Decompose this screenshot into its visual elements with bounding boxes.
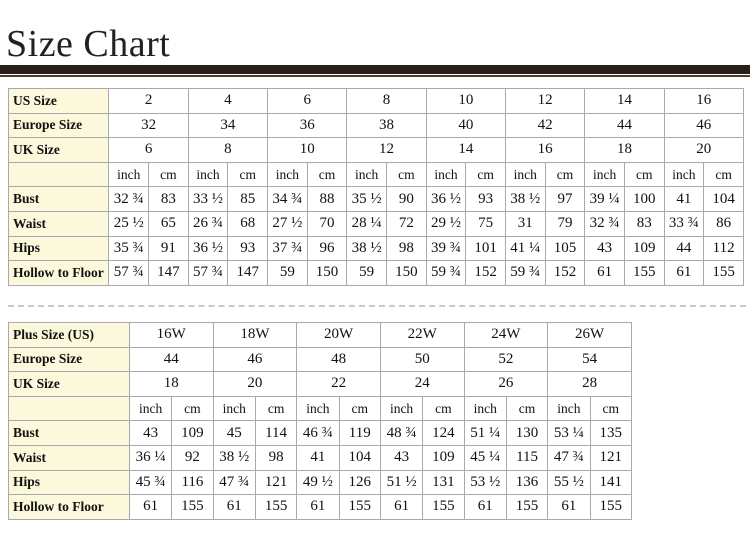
measurement-cm: 150: [307, 261, 347, 286]
unit-row-blank: [9, 396, 130, 421]
measurement-inch: 41 ¼: [505, 236, 545, 261]
measurement-label: Hips: [9, 236, 109, 261]
title-underline-thin: [0, 75, 750, 77]
measurement-inch: 43: [129, 421, 171, 446]
europe-size-value: 34: [188, 113, 267, 138]
measurement-inch: 46 ¾: [297, 421, 339, 446]
europe-size-value: 54: [548, 347, 632, 372]
unit-cm: cm: [307, 162, 347, 187]
measurement-inch: 28 ¼: [347, 211, 387, 236]
us-size-row: [9, 323, 632, 348]
measurement-cm: 98: [255, 445, 296, 470]
uk-size-value: 10: [268, 138, 347, 163]
measurement-cm: 115: [506, 445, 547, 470]
uk-size-label: UK Size: [9, 138, 109, 163]
measurement-cm: 147: [149, 261, 189, 286]
unit-cm: cm: [172, 396, 213, 421]
us-size-value: 6: [268, 89, 347, 114]
measurement-inch: 27 ½: [268, 211, 308, 236]
measurement-cm: 91: [149, 236, 189, 261]
measurement-inch: 45 ¾: [129, 470, 171, 495]
measurement-inch: 36 ½: [426, 187, 466, 212]
measurement-cm: 70: [307, 211, 347, 236]
measurement-inch: 25 ½: [109, 211, 149, 236]
measurement-label: Waist: [9, 211, 109, 236]
measurement-inch: 31: [505, 211, 545, 236]
uk-size-value: 18: [129, 372, 213, 397]
measurement-cm: 155: [172, 495, 213, 520]
measurement-inch: 61: [297, 495, 339, 520]
us-size-value: 16: [664, 89, 743, 114]
measurement-inch: 61: [664, 261, 704, 286]
unit-inch: inch: [129, 396, 171, 421]
plus-size-table: [8, 322, 632, 520]
uk-size-value: 6: [109, 138, 188, 163]
unit-inch: inch: [213, 396, 255, 421]
measurement-row: [9, 445, 632, 470]
measurement-cm: 141: [590, 470, 631, 495]
europe-size-value: 46: [213, 347, 297, 372]
unit-row-blank: [9, 162, 109, 187]
us-size-value: 18W: [213, 323, 297, 348]
us-size-value: 4: [188, 89, 267, 114]
measurement-inch: 35 ¾: [109, 236, 149, 261]
measurement-cm: 72: [387, 211, 427, 236]
europe-size-value: 46: [664, 113, 743, 138]
title-underline-bar: [0, 65, 750, 74]
measurement-cm: 152: [466, 261, 506, 286]
measurement-inch: 61: [548, 495, 590, 520]
us-size-row: [9, 89, 744, 114]
measurement-cm: 135: [590, 421, 631, 446]
us-size-value: 14: [585, 89, 664, 114]
measurement-inch: 55 ½: [548, 470, 590, 495]
unit-cm: cm: [624, 162, 664, 187]
unit-inch: inch: [380, 396, 422, 421]
measurement-label: Bust: [9, 187, 109, 212]
us-size-value: 20W: [297, 323, 381, 348]
measurement-inch: 35 ½: [347, 187, 387, 212]
measurement-inch: 45: [213, 421, 255, 446]
europe-size-value: 44: [129, 347, 213, 372]
unit-inch: inch: [188, 162, 228, 187]
measurement-cm: 155: [423, 495, 464, 520]
europe-size-label: Europe Size: [9, 113, 109, 138]
measurement-inch: 43: [585, 236, 625, 261]
unit-inch: inch: [585, 162, 625, 187]
unit-cm: cm: [704, 162, 744, 187]
measurement-cm: 68: [228, 211, 268, 236]
europe-size-value: 36: [268, 113, 347, 138]
uk-size-value: 22: [297, 372, 381, 397]
measurement-cm: 121: [590, 445, 631, 470]
uk-size-value: 18: [585, 138, 664, 163]
measurement-row: [9, 421, 632, 446]
measurement-inch: 39 ¾: [426, 236, 466, 261]
unit-inch: inch: [109, 162, 149, 187]
unit-cm: cm: [506, 396, 547, 421]
measurement-row: [9, 470, 632, 495]
measurement-inch: 38 ½: [347, 236, 387, 261]
measurement-cm: 90: [387, 187, 427, 212]
measurement-inch: 39 ¼: [585, 187, 625, 212]
us-size-value: 10: [426, 89, 505, 114]
us-size-label: Plus Size (US): [9, 323, 130, 348]
measurement-inch: 32 ¾: [585, 211, 625, 236]
measurement-inch: 34 ¾: [268, 187, 308, 212]
measurement-cm: 116: [172, 470, 213, 495]
measurement-cm: 93: [466, 187, 506, 212]
measurement-inch: 51 ¼: [464, 421, 506, 446]
measurement-inch: 45 ¼: [464, 445, 506, 470]
measurement-cm: 121: [255, 470, 296, 495]
measurement-inch: 47 ¾: [548, 445, 590, 470]
measurement-inch: 61: [585, 261, 625, 286]
measurement-row: [9, 211, 744, 236]
measurement-cm: 150: [387, 261, 427, 286]
uk-size-value: 14: [426, 138, 505, 163]
measurement-row: [9, 495, 632, 520]
measurement-cm: 119: [339, 421, 380, 446]
us-size-value: 26W: [548, 323, 632, 348]
measurement-label: Hips: [9, 470, 130, 495]
measurement-inch: 33 ¾: [664, 211, 704, 236]
uk-size-value: 16: [505, 138, 584, 163]
measurement-cm: 83: [149, 187, 189, 212]
unit-cm: cm: [149, 162, 189, 187]
measurement-cm: 126: [339, 470, 380, 495]
measurement-inch: 37 ¾: [268, 236, 308, 261]
measurement-inch: 53 ½: [464, 470, 506, 495]
unit-cm: cm: [423, 396, 464, 421]
measurement-inch: 47 ¾: [213, 470, 255, 495]
measurement-cm: 79: [545, 211, 585, 236]
europe-size-row: [9, 113, 744, 138]
section-divider: [8, 305, 746, 307]
measurement-inch: 61: [213, 495, 255, 520]
measurement-cm: 93: [228, 236, 268, 261]
uk-size-label: UK Size: [9, 372, 130, 397]
measurement-row: [9, 236, 744, 261]
measurement-inch: 61: [129, 495, 171, 520]
measurement-row: [9, 261, 744, 286]
measurement-cm: 155: [339, 495, 380, 520]
europe-size-value: 32: [109, 113, 188, 138]
europe-size-value: 52: [464, 347, 548, 372]
measurement-cm: 131: [423, 470, 464, 495]
uk-size-value: 26: [464, 372, 548, 397]
us-size-value: 16W: [129, 323, 213, 348]
measurement-cm: 147: [228, 261, 268, 286]
measurement-cm: 155: [624, 261, 664, 286]
measurement-label: Hollow to Floor: [9, 495, 130, 520]
measurement-cm: 100: [624, 187, 664, 212]
uk-size-value: 8: [188, 138, 267, 163]
measurement-cm: 104: [339, 445, 380, 470]
europe-size-label: Europe Size: [9, 347, 130, 372]
measurement-inch: 53 ¼: [548, 421, 590, 446]
measurement-cm: 152: [545, 261, 585, 286]
uk-size-value: 12: [347, 138, 426, 163]
measurement-inch: 61: [380, 495, 422, 520]
measurement-cm: 92: [172, 445, 213, 470]
uk-size-value: 24: [380, 372, 464, 397]
measurement-cm: 83: [624, 211, 664, 236]
unit-inch: inch: [664, 162, 704, 187]
measurement-cm: 101: [466, 236, 506, 261]
measurement-inch: 59 ¾: [505, 261, 545, 286]
us-size-value: 2: [109, 89, 188, 114]
measurement-inch: 41: [297, 445, 339, 470]
measurement-cm: 112: [704, 236, 744, 261]
uk-size-value: 20: [664, 138, 743, 163]
unit-cm: cm: [545, 162, 585, 187]
measurement-cm: 96: [307, 236, 347, 261]
unit-cm: cm: [228, 162, 268, 187]
measurement-cm: 104: [704, 187, 744, 212]
measurement-inch: 38 ½: [505, 187, 545, 212]
measurement-inch: 59: [268, 261, 308, 286]
measurement-cm: 155: [255, 495, 296, 520]
europe-size-value: 38: [347, 113, 426, 138]
measurement-inch: 41: [664, 187, 704, 212]
measurement-inch: 33 ½: [188, 187, 228, 212]
unit-inch: inch: [505, 162, 545, 187]
measurement-label: Hollow to Floor: [9, 261, 109, 286]
measurement-cm: 130: [506, 421, 547, 446]
unit-cm: cm: [387, 162, 427, 187]
measurement-cm: 155: [590, 495, 631, 520]
measurement-inch: 43: [380, 445, 422, 470]
measurement-inch: 44: [664, 236, 704, 261]
uk-size-row: [9, 138, 744, 163]
measurement-inch: 59: [347, 261, 387, 286]
unit-inch: inch: [347, 162, 387, 187]
europe-size-row: [9, 347, 632, 372]
measurement-cm: 97: [545, 187, 585, 212]
measurement-cm: 109: [172, 421, 213, 446]
europe-size-value: 40: [426, 113, 505, 138]
unit-row: [9, 162, 744, 187]
europe-size-value: 42: [505, 113, 584, 138]
uk-size-value: 20: [213, 372, 297, 397]
measurement-cm: 109: [423, 445, 464, 470]
measurement-inch: 26 ¾: [188, 211, 228, 236]
measurement-cm: 155: [704, 261, 744, 286]
measurement-inch: 51 ½: [380, 470, 422, 495]
measurement-cm: 114: [255, 421, 296, 446]
unit-inch: inch: [464, 396, 506, 421]
unit-cm: cm: [590, 396, 631, 421]
measurement-cm: 88: [307, 187, 347, 212]
unit-inch: inch: [268, 162, 308, 187]
measurement-inch: 57 ¾: [109, 261, 149, 286]
us-size-label: US Size: [9, 89, 109, 114]
measurement-inch: 48 ¾: [380, 421, 422, 446]
us-size-value: 12: [505, 89, 584, 114]
measurement-label: Waist: [9, 445, 130, 470]
europe-size-value: 50: [380, 347, 464, 372]
unit-cm: cm: [339, 396, 380, 421]
measurement-cm: 155: [506, 495, 547, 520]
measurement-inch: 57 ¾: [188, 261, 228, 286]
measurement-cm: 65: [149, 211, 189, 236]
uk-size-row: [9, 372, 632, 397]
uk-size-value: 28: [548, 372, 632, 397]
unit-inch: inch: [548, 396, 590, 421]
measurement-cm: 105: [545, 236, 585, 261]
page-title: Size Chart: [6, 23, 171, 65]
us-size-value: 8: [347, 89, 426, 114]
measurement-cm: 109: [624, 236, 664, 261]
measurement-inch: 49 ½: [297, 470, 339, 495]
measurement-label: Bust: [9, 421, 130, 446]
measurement-cm: 136: [506, 470, 547, 495]
unit-row: [9, 396, 632, 421]
measurement-inch: 61: [464, 495, 506, 520]
unit-cm: cm: [466, 162, 506, 187]
measurement-cm: 124: [423, 421, 464, 446]
europe-size-value: 44: [585, 113, 664, 138]
measurement-row: [9, 187, 744, 212]
us-size-value: 22W: [380, 323, 464, 348]
measurement-inch: 36 ¼: [129, 445, 171, 470]
measurement-cm: 86: [704, 211, 744, 236]
measurement-inch: 32 ¾: [109, 187, 149, 212]
measurement-cm: 98: [387, 236, 427, 261]
europe-size-value: 48: [297, 347, 381, 372]
standard-size-table: [8, 88, 744, 286]
measurement-inch: 36 ½: [188, 236, 228, 261]
unit-cm: cm: [255, 396, 296, 421]
measurement-inch: 38 ½: [213, 445, 255, 470]
unit-inch: inch: [426, 162, 466, 187]
us-size-value: 24W: [464, 323, 548, 348]
unit-inch: inch: [297, 396, 339, 421]
measurement-cm: 75: [466, 211, 506, 236]
measurement-inch: 59 ¾: [426, 261, 466, 286]
measurement-cm: 85: [228, 187, 268, 212]
measurement-inch: 29 ½: [426, 211, 466, 236]
